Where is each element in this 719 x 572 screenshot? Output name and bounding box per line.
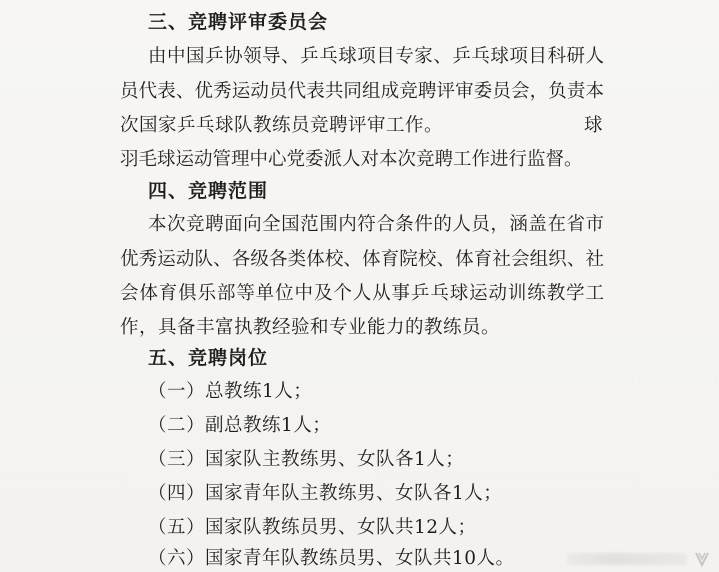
paragraph-line: 由中国乒协领导、乒乓球项目专家、乒乓球项目科研人 xyxy=(148,46,604,67)
paragraph-line: 次国家乒乓球队教练员竞聘评审工作。 xyxy=(120,115,444,136)
paragraph-line: 优秀运动队、各级各类体校、体育院校、体育社会组织、社 xyxy=(120,249,604,270)
list-item: （三）国家队主教练男、女队各1人； xyxy=(148,449,465,470)
paragraph-line: 球 xyxy=(584,115,604,136)
list-item: （五）国家队教练员男、女队共12人； xyxy=(148,517,477,538)
paragraph-line: 羽毛球运动管理中心党委派人对本次竞聘工作进行监督。 xyxy=(120,149,583,170)
brand-logo-icon xyxy=(693,550,711,568)
paragraph-line: 员代表、优秀运动员代表共同组成竞聘评审委员会，负责本 xyxy=(120,81,604,102)
paragraph-line: 本次竞聘面向全国范围内符合条件的人员，涵盖在省市 xyxy=(148,214,604,235)
paragraph-line: 作，具备丰富执教经验和专业能力的教练员。 xyxy=(120,317,501,338)
list-item: （二）副总教练1人； xyxy=(148,415,332,436)
list-item: （六）国家青年队教练员男、女队共10人。 xyxy=(148,548,515,569)
watermark xyxy=(567,550,711,568)
section-heading: 四、竞聘范围 xyxy=(148,180,269,202)
paragraph-line: 会体育俱乐部等单位中及个人从事乒乓球运动训练教学工 xyxy=(120,283,604,304)
section-heading: 三、竞聘评审委员会 xyxy=(148,11,329,33)
list-item: （四）国家青年队主教练男、女队各1人； xyxy=(148,483,503,504)
watermark-blur xyxy=(567,553,687,565)
section-heading: 五、竞聘岗位 xyxy=(148,347,269,369)
list-item: （一）总教练1人； xyxy=(148,381,313,402)
